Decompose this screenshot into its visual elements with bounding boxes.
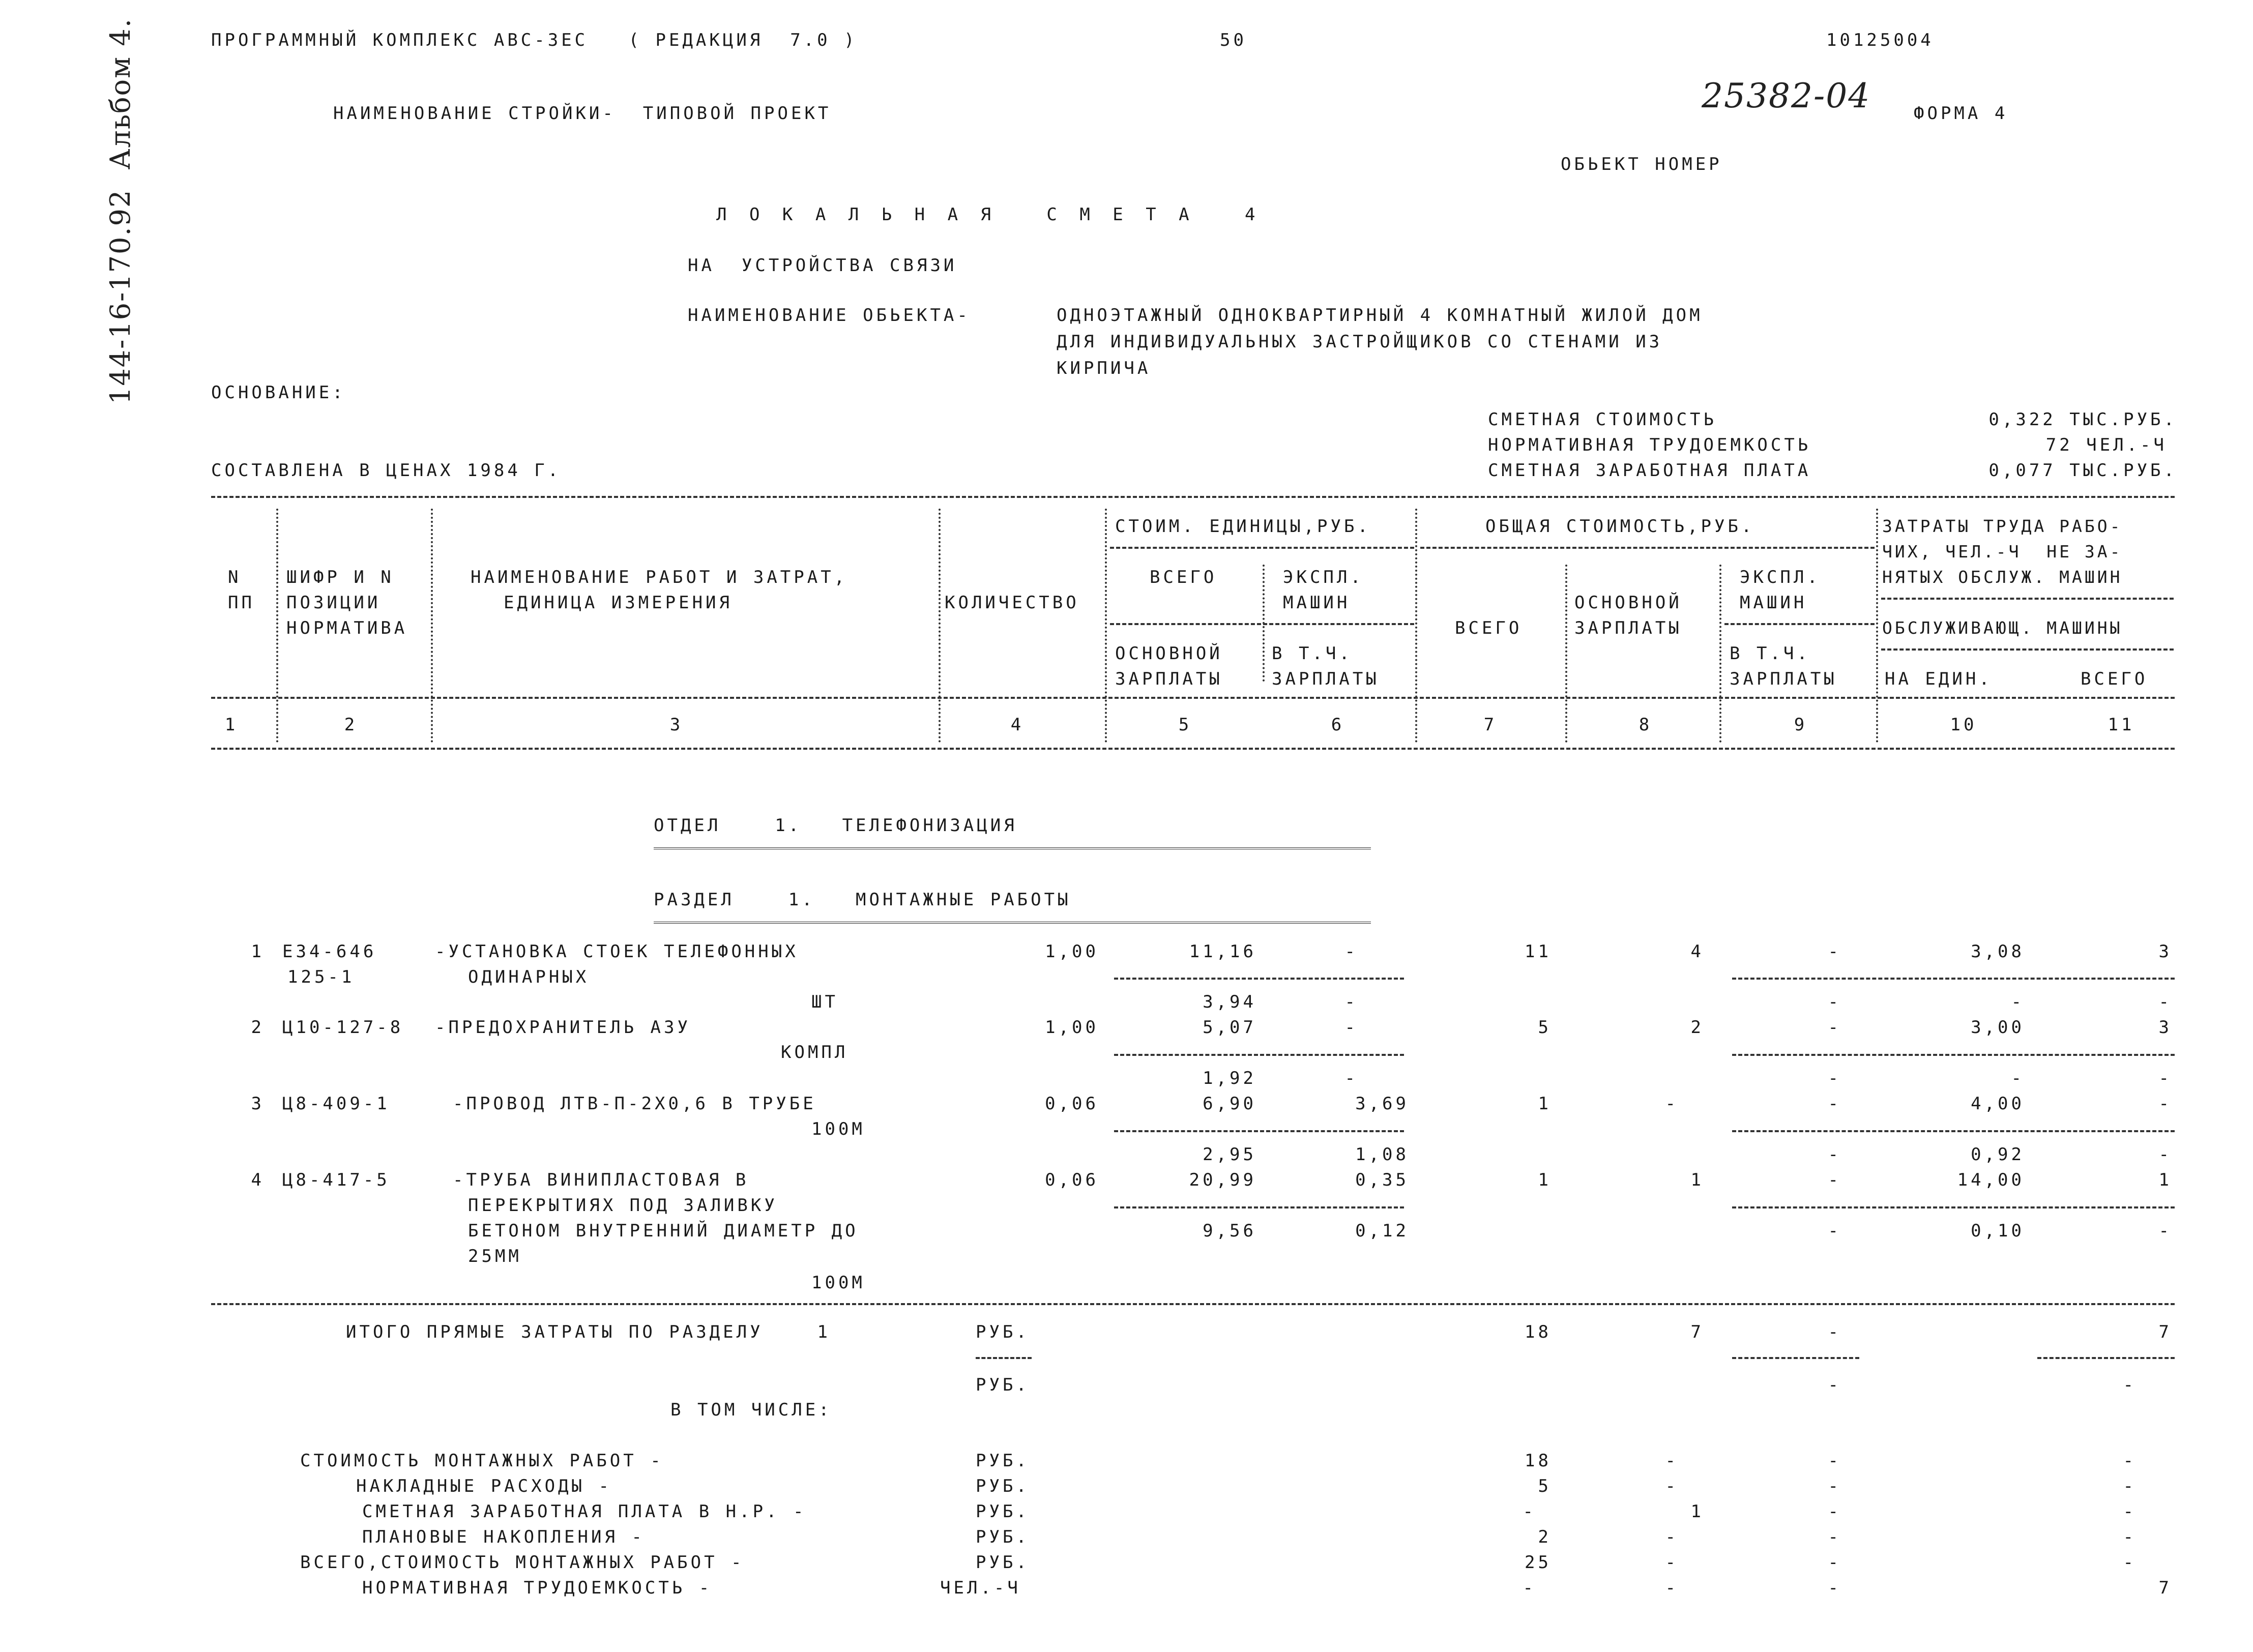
total-machine-wages: - — [1828, 1068, 1841, 1088]
row-rule — [1732, 1130, 2175, 1132]
labor-label: НОРМАТИВНАЯ ТРУДОЕМКОСТЬ — [1488, 435, 1811, 455]
col1-header-b: ПП — [228, 593, 255, 613]
totals-rule — [211, 1303, 2175, 1305]
machine-labor-total: - — [2158, 1221, 2172, 1241]
summary-unit: РУБ. — [976, 1501, 1030, 1522]
unit-wages: 1,92 — [1203, 1068, 1256, 1088]
col-number-11: 11 — [2108, 715, 2135, 735]
item-quantity: 0,06 — [1045, 1170, 1099, 1190]
summary-labor: - — [2123, 1552, 2137, 1573]
col10-header: НА ЕДИН. — [1885, 669, 1993, 689]
unit-machine-wages: - — [1344, 1068, 1358, 1088]
direct-costs-label: ИТОГО ПРЯМЫЕ ЗАТРАТЫ ПО РАЗДЕЛУ 1 — [346, 1322, 831, 1342]
direct-labor-rule — [2037, 1357, 2175, 1359]
col5-header-d: ЗАРПЛАТЫ — [1115, 669, 1223, 689]
col2-header-a: ШИФР И N — [286, 567, 394, 587]
summary-label: НАКЛАДНЫЕ РАСХОДЫ - — [356, 1476, 612, 1496]
total-machine-wages: - — [1828, 992, 1841, 1012]
col56-rule-2 — [1110, 623, 1414, 625]
col79-rule — [1420, 547, 1875, 549]
col1011-rule-2 — [1881, 648, 2174, 651]
summary-wages: - — [1665, 1451, 1679, 1471]
col6-header-a: ЭКСПЛ. — [1283, 567, 1364, 587]
item-unit: 100М — [811, 1273, 865, 1293]
direct-costs-unit-2: РУБ. — [976, 1375, 1030, 1395]
number-rule-bottom — [211, 748, 2175, 750]
col-divider-1 — [276, 509, 278, 743]
item-code: Ц8-409-1 — [282, 1094, 390, 1114]
item-code: Ц8-417-5 — [282, 1170, 390, 1190]
department-heading: ОТДЕЛ 1. ТЕЛЕФОНИЗАЦИЯ — [654, 815, 1017, 836]
summary-unit: РУБ. — [976, 1552, 1030, 1573]
object-number: ОБЬЕКТ НОМЕР — [1561, 154, 1722, 174]
unit-wages: 9,56 — [1203, 1221, 1256, 1241]
item-code: Ц10-127-8 — [282, 1017, 404, 1038]
construction-name: НАИМЕНОВАНИЕ СТРОЙКИ- ТИПОВОЙ ПРОЕКТ — [333, 103, 832, 124]
summary-machines: - — [1828, 1578, 1841, 1598]
col-number-2: 2 — [344, 715, 358, 735]
summary-wages: - — [1665, 1527, 1679, 1547]
object-label: НАИМЕНОВАНИЕ ОБЬЕКТА- — [688, 305, 971, 326]
summary-labor: - — [2123, 1476, 2137, 1496]
labor-per-unit: 3,00 — [1971, 1017, 2025, 1038]
summary-total: 25 — [1525, 1552, 1552, 1573]
row-rule — [1114, 1206, 1404, 1208]
direct-costs-labor: 7 — [2158, 1322, 2172, 1342]
item-unit: КОМПЛ — [781, 1042, 848, 1063]
summary-unit: ЧЕЛ.-Ч — [940, 1578, 1021, 1598]
labor-total: 3 — [2158, 1017, 2172, 1038]
header-rule-bottom — [211, 697, 2175, 699]
item-name: -ПРОВОД ЛТВ-П-2Х0,6 В ТРУБЕ — [453, 1094, 816, 1114]
col-divider-2 — [431, 509, 433, 743]
summary-total: 18 — [1525, 1451, 1552, 1471]
col-divider-4 — [1105, 509, 1107, 743]
direct-costs-machines: - — [1828, 1322, 1841, 1342]
item-name: -ПРЕДОХРАНИТЕЛЬ АЗУ — [435, 1017, 691, 1038]
row-rule — [1732, 1206, 2175, 1208]
wage-value: 0,077 ТЫС.РУБ. — [1988, 460, 2177, 481]
unit-cost-total: 11,16 — [1189, 941, 1256, 962]
direct-machine-labor: - — [2123, 1375, 2137, 1395]
item-code: Е34-646 — [282, 941, 377, 962]
col6-header-b: МАШИН — [1283, 593, 1351, 613]
document-code: 10125004 — [1826, 30, 1934, 50]
summary-total: - — [1523, 1578, 1536, 1598]
department-underline — [654, 847, 1371, 849]
summary-labor: - — [2123, 1451, 2137, 1471]
direct-unit-rule — [976, 1357, 1032, 1359]
machine-labor-total: - — [2158, 1068, 2172, 1088]
col9-header-d: ЗАРПЛАТЫ — [1730, 669, 1837, 689]
row-rule — [1114, 978, 1404, 980]
unit-wages: 2,95 — [1203, 1144, 1256, 1165]
part-underline — [654, 922, 1371, 924]
col-number-1: 1 — [224, 715, 239, 735]
col1011-rule — [1881, 598, 2174, 600]
total-machines: - — [1828, 1017, 1841, 1038]
item-number: 3 — [251, 1094, 265, 1114]
machine-labor-total: - — [2158, 992, 2172, 1012]
labor-total: 3 — [2158, 941, 2172, 962]
col56-rule — [1110, 547, 1414, 549]
summary-total: 5 — [1538, 1476, 1552, 1496]
col7-header: ВСЕГО — [1455, 618, 1523, 638]
estimate-title: Л О К А Л Ь Н А Я С М Е Т А 4 — [716, 204, 1262, 225]
col4-header: КОЛИЧЕСТВО — [945, 593, 1079, 613]
machine-labor-per-unit: - — [2011, 992, 2025, 1012]
item-name-3: БЕТОНОМ ВНУТРЕННИЙ ДИАМЕТР ДО — [468, 1221, 859, 1241]
page-number: 50 — [1220, 30, 1247, 50]
col9-header-a: ЭКСПЛ. — [1740, 567, 1821, 587]
summary-unit: РУБ. — [976, 1527, 1030, 1547]
item-name: -УСТАНОВКА СТОЕК ТЕЛЕФОННЫХ — [435, 941, 799, 962]
cost-value: 0,322 ТЫС.РУБ. — [1988, 409, 2177, 430]
item-name-2: ОДИНАРНЫХ — [468, 967, 590, 987]
unit-cost-machines: - — [1344, 1017, 1358, 1038]
direct-costs-unit: РУБ. — [976, 1322, 1030, 1342]
col8-header-b: ЗАРПЛАТЫ — [1574, 618, 1682, 638]
summary-machines: - — [1828, 1476, 1841, 1496]
col-number-3: 3 — [669, 715, 684, 735]
total-wages: 1 — [1690, 1170, 1704, 1190]
summary-machines: - — [1828, 1552, 1841, 1573]
unit-cost-machines: 0,35 — [1355, 1170, 1409, 1190]
item-quantity: 0,06 — [1045, 1094, 1099, 1114]
total-machine-wages: - — [1828, 1144, 1841, 1165]
object-line-3: КИРПИЧА — [1057, 358, 1151, 378]
labor-per-unit: 14,00 — [1957, 1170, 2025, 1190]
summary-label: СМЕТНАЯ ЗАРАБОТНАЯ ПЛАТА В Н.Р. - — [362, 1501, 807, 1522]
item-name-2: ПЕРЕКРЫТИЯХ ПОД ЗАЛИВКУ — [468, 1195, 778, 1216]
col-number-4: 4 — [1010, 715, 1025, 735]
col8-header-a: ОСНОВНОЙ — [1574, 593, 1682, 613]
direct-machines-rule — [1732, 1357, 1859, 1359]
summary-machines: - — [1828, 1527, 1841, 1547]
col1011-header-b: ЧИХ, ЧЕЛ.-Ч НЕ ЗА- — [1882, 542, 2123, 562]
prices-basis: СОСТАВЛЕНА В ЦЕНАХ 1984 Г. — [211, 460, 562, 481]
total-cost: 1 — [1538, 1094, 1552, 1114]
summary-label: ВСЕГО,СТОИМОСТЬ МОНТАЖНЫХ РАБОТ - — [300, 1552, 745, 1573]
col-number-5: 5 — [1178, 715, 1192, 735]
labor-total: - — [2158, 1094, 2172, 1114]
unit-cost-machines: 3,69 — [1355, 1094, 1409, 1114]
col1-header-a: N — [228, 567, 242, 587]
summary-labor: 7 — [2158, 1578, 2172, 1598]
item-number: 4 — [251, 1170, 265, 1190]
header-rule-top — [211, 496, 2175, 498]
col-divider-6 — [1415, 509, 1417, 743]
total-cost: 1 — [1538, 1170, 1552, 1190]
unit-cost-total: 5,07 — [1203, 1017, 1256, 1038]
direct-machine-wages: - — [1828, 1375, 1841, 1395]
summary-wages: 1 — [1690, 1501, 1704, 1522]
unit-machine-wages: 0,12 — [1355, 1221, 1409, 1241]
col11-header: ВСЕГО — [2081, 669, 2148, 689]
col6-header-d: ЗАРПЛАТЫ — [1272, 669, 1380, 689]
machine-labor-per-unit: 0,92 — [1971, 1144, 2025, 1165]
unit-cost-machines: - — [1344, 941, 1358, 962]
summary-machines: - — [1828, 1501, 1841, 1522]
labor-per-unit: 4,00 — [1971, 1094, 2025, 1114]
summary-total: - — [1523, 1501, 1536, 1522]
direct-costs-wages: 7 — [1690, 1322, 1704, 1342]
side-label: 144-16-170.92 Альбом 4. — [104, 18, 136, 404]
item-unit: ШТ — [811, 992, 838, 1012]
col-number-9: 9 — [1794, 715, 1808, 735]
col-number-8: 8 — [1638, 715, 1653, 735]
summary-wages: - — [1665, 1552, 1679, 1573]
machine-labor-total: - — [2158, 1144, 2172, 1165]
col1011-header-a: ЗАТРАТЫ ТРУДА РАБО- — [1882, 516, 2123, 536]
col9-rule — [1724, 623, 1875, 625]
total-cost: 5 — [1538, 1017, 1552, 1038]
machine-labor-per-unit: 0,10 — [1971, 1221, 2025, 1241]
unit-machine-wages: 1,08 — [1355, 1144, 1409, 1165]
object-line-1: ОДНОЭТАЖНЫЙ ОДНОКВАРТИРНЫЙ 4 КОМНАТНЫЙ ЖИЛОЙ ДОМ — [1057, 305, 1703, 326]
total-wages: 4 — [1690, 941, 1704, 962]
program-name: ПРОГРАММНЫЙ КОМПЛЕКС АВС-3ЕС ( РЕДАКЦИЯ 7.0 ) — [211, 30, 858, 50]
summary-wages: - — [1665, 1578, 1679, 1598]
item-unit: 100М — [811, 1119, 865, 1139]
summary-total: 2 — [1538, 1527, 1552, 1547]
handwritten-number: 25382-04 — [1702, 76, 1871, 115]
total-machine-wages: - — [1828, 1221, 1841, 1241]
col1011-header-d: ОБСЛУЖИВАЮЩ. МАШИНЫ — [1882, 618, 2123, 638]
total-machines: - — [1828, 1094, 1841, 1114]
total-wages: - — [1665, 1094, 1679, 1114]
item-code-2: 125-1 — [287, 967, 355, 987]
including-label: В ТОМ ЧИСЛЕ: — [670, 1400, 832, 1420]
row-rule — [1114, 1054, 1404, 1056]
summary-labor: - — [2123, 1501, 2137, 1522]
summary-unit: РУБ. — [976, 1451, 1030, 1471]
col5-header-c: ОСНОВНОЙ — [1115, 643, 1223, 664]
col9-header-b: МАШИН — [1740, 593, 1807, 613]
row-rule — [1732, 1054, 2175, 1056]
col9-header-c: В Т.Ч. — [1730, 643, 1810, 664]
col2-header-b: ПОЗИЦИИ — [286, 593, 381, 613]
basis-label: ОСНОВАНИЕ: — [211, 382, 346, 403]
col-divider-8 — [1719, 565, 1721, 743]
row-rule — [1114, 1130, 1404, 1132]
col-divider-3 — [939, 509, 941, 743]
total-wages: 2 — [1690, 1017, 1704, 1038]
col6-header-c: В Т.Ч. — [1272, 643, 1353, 664]
col-number-6: 6 — [1331, 715, 1345, 735]
col79-header: ОБЩАЯ СТОИМОСТЬ,РУБ. — [1485, 516, 1755, 537]
col3-header-a: НАИМЕНОВАНИЕ РАБОТ И ЗАТРАТ, — [471, 567, 848, 587]
machine-labor-per-unit: - — [2011, 1068, 2025, 1088]
col-number-10: 10 — [1950, 715, 1977, 735]
item-name-4: 25ММ — [468, 1246, 522, 1266]
col3-header-b: ЕДИНИЦА ИЗМЕРЕНИЯ — [504, 593, 733, 613]
unit-wages: 3,94 — [1203, 992, 1256, 1012]
cost-label: СМЕТНАЯ СТОИМОСТЬ — [1488, 409, 1717, 430]
object-line-2: ДЛЯ ИНДИВИДУАЛЬНЫХ ЗАСТРОЙЩИКОВ СО СТЕНАМИ ИЗ — [1057, 332, 1663, 352]
summary-wages: - — [1665, 1476, 1679, 1496]
unit-machine-wages: - — [1344, 992, 1358, 1012]
item-number: 1 — [251, 941, 265, 962]
unit-cost-total: 6,90 — [1203, 1094, 1256, 1114]
row-rule — [1732, 978, 2175, 980]
summary-label: СТОИМОСТЬ МОНТАЖНЫХ РАБОТ - — [300, 1451, 664, 1471]
direct-costs-total: 18 — [1525, 1322, 1552, 1342]
item-number: 2 — [251, 1017, 265, 1038]
item-quantity: 1,00 — [1045, 1017, 1099, 1038]
col5-header-a: ВСЕГО — [1150, 567, 1217, 587]
part-heading: РАЗДЕЛ 1. МОНТАЖНЫЕ РАБОТЫ — [654, 890, 1071, 910]
summary-label: ПЛАНОВЫЕ НАКОПЛЕНИЯ - — [362, 1527, 645, 1547]
summary-unit: РУБ. — [976, 1476, 1030, 1496]
col56-header: СТОИМ. ЕДИНИЦЫ,РУБ. — [1115, 516, 1371, 537]
col2-header-c: НОРМАТИВА — [286, 618, 408, 638]
labor-total: 1 — [2158, 1170, 2172, 1190]
col-divider-9 — [1876, 509, 1878, 743]
summary-labor: - — [2123, 1527, 2137, 1547]
labor-value: 72 ЧЕЛ.-Ч — [2045, 435, 2167, 455]
summary-machines: - — [1828, 1451, 1841, 1471]
col-number-7: 7 — [1483, 715, 1498, 735]
labor-per-unit: 3,08 — [1971, 941, 2025, 962]
summary-label: НОРМАТИВНАЯ ТРУДОЕМКОСТЬ - — [362, 1578, 713, 1598]
item-quantity: 1,00 — [1045, 941, 1099, 962]
unit-cost-total: 20,99 — [1189, 1170, 1256, 1190]
form-number: ФОРМА 4 — [1914, 103, 2008, 124]
col1011-header-c: НЯТЫХ ОБСЛУЖ. МАШИН — [1882, 567, 2123, 587]
total-machines: - — [1828, 1170, 1841, 1190]
wage-label: СМЕТНАЯ ЗАРАБОТНАЯ ПЛАТА — [1488, 460, 1811, 481]
estimate-subject: НА УСТРОЙСТВА СВЯЗИ — [688, 255, 957, 276]
total-machines: - — [1828, 941, 1841, 962]
total-cost: 11 — [1525, 941, 1552, 962]
item-name: -ТРУБА ВИНИПЛАСТОВАЯ В — [453, 1170, 749, 1190]
col-divider-7 — [1565, 565, 1567, 743]
